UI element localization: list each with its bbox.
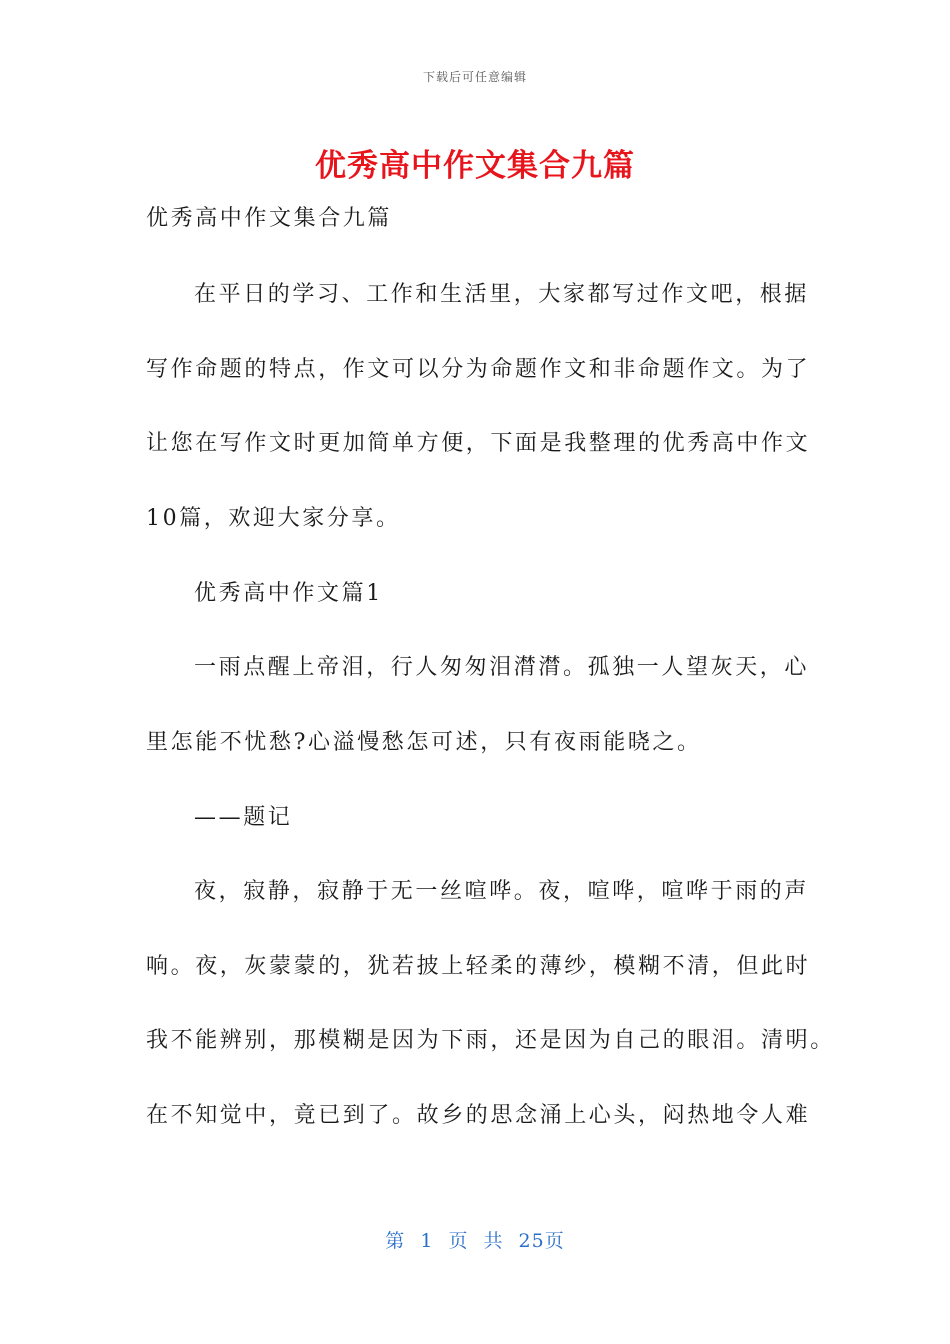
body-line: 一雨点醒上帝泪，行人匆匆泪潸潸。孤独一人望灰天，心 bbox=[194, 655, 810, 680]
page-number-footer: 第 1 页 共 25页 bbox=[385, 1230, 565, 1252]
body-line: 夜，寂静，寂静于无一丝喧哗。夜，喧哗，喧哗于雨的声 bbox=[194, 879, 810, 904]
body-line: 10篇，欢迎大家分享。 bbox=[146, 506, 401, 531]
body-line: 响。夜，灰蒙蒙的，犹若披上轻柔的薄纱，模糊不清，但此时 bbox=[146, 954, 811, 979]
document-title: 优秀高中作文集合九篇 bbox=[315, 148, 635, 184]
page-header-note: 下载后可任意编辑 bbox=[422, 70, 527, 84]
body-line: 我不能辨别，那模糊是因为下雨，还是因为自己的眼泪。清明。 bbox=[146, 1028, 835, 1053]
body-line: 让您在写作文时更加简单方便，下面是我整理的优秀高中作文 bbox=[146, 431, 811, 456]
body-line: 写作命题的特点，作文可以分为命题作文和非命题作文。为了 bbox=[146, 357, 811, 382]
section-heading: 优秀高中作文篇1 bbox=[194, 581, 383, 606]
body-line: 里怎能不忧愁?心溢慢愁怎可述，只有夜雨能晓之。 bbox=[146, 730, 702, 755]
body-line-subtitle: 优秀高中作文集合九篇 bbox=[146, 206, 393, 231]
epigraph-attribution: ——题记 bbox=[194, 805, 293, 830]
body-line: 在平日的学习、工作和生活里，大家都写过作文吧，根据 bbox=[194, 282, 810, 307]
body-line: 在不知觉中，竟已到了。故乡的思念涌上心头，闷热地令人难 bbox=[146, 1103, 811, 1128]
